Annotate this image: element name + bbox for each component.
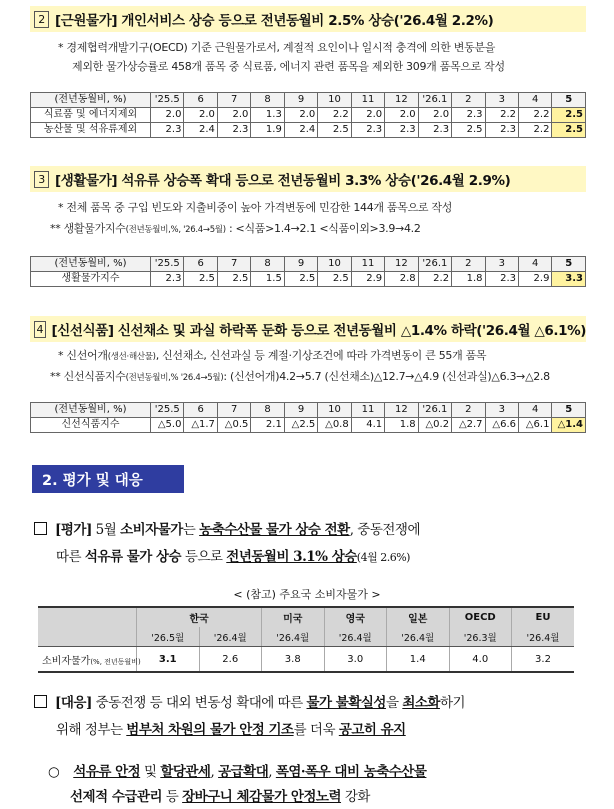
- table-header-cell: 8: [251, 257, 284, 272]
- table-header-cell: 7: [217, 257, 250, 272]
- table-cell: 2.0: [217, 108, 250, 123]
- footnote-c: , 신선채소, 신선과실 등 계절·기상조건에 따라 가격변동이 큰 55개 품목: [155, 349, 487, 362]
- country-uk: 영국: [324, 607, 387, 627]
- table-header-cell: '26.1: [418, 93, 451, 108]
- evaluation-paragraph-line1: [평가] 5월 소비자물가는 농축수산물 물가 상승 전환, 중동전쟁에: [34, 518, 420, 538]
- section-fresh-food-heading: [30, 316, 586, 342]
- value-cell: 2.6: [199, 647, 262, 673]
- footnote-values: : (신선어개)4.2→5.7 (신선채소)△12.7→△4.9 (신선과실)△6.3→△2.8: [223, 370, 550, 383]
- table-header-cell: 3: [485, 403, 518, 418]
- table-cell: 2.3: [452, 108, 485, 123]
- bullet-line1: ○ 석유류 안정 및 할당관세, 공급확대, 폭염·폭우 대비 농축수산물: [48, 764, 427, 780]
- table-header-cell: '26.1: [418, 403, 451, 418]
- table-header-cell: 10: [318, 403, 351, 418]
- table-header-cell: '25.5: [151, 403, 184, 418]
- footnote-values: : <식품>1.4→2.1 <식품이외>3.9→4.2: [225, 222, 421, 235]
- footnote-a: * 신선어개: [58, 349, 108, 362]
- table-header-cell: 2: [452, 257, 485, 272]
- table-header-cell: 3: [485, 93, 518, 108]
- table-cell: 2.5: [552, 123, 586, 138]
- value-cell: 3.1: [137, 647, 200, 673]
- table-cell: △0.2: [418, 418, 451, 433]
- value-cell: 4.0: [449, 647, 512, 673]
- table-cell: 2.8: [385, 272, 418, 287]
- living-price-table: [30, 256, 586, 287]
- footnote-unit: (전년동월비,%, '26.4→5월): [125, 225, 226, 235]
- table-cell: △2.5: [284, 418, 317, 433]
- table-cell: 2.2: [485, 108, 518, 123]
- country-korea: 한국: [137, 607, 262, 627]
- row-label: 생활물가지수: [31, 272, 151, 287]
- table-header-row: [31, 93, 586, 108]
- section-living-price-heading: [30, 166, 586, 192]
- table-cell: 2.3: [385, 123, 418, 138]
- table-header-cell: 6: [184, 403, 217, 418]
- period: '26.4월: [512, 627, 575, 647]
- value-cell: 3.0: [324, 647, 387, 673]
- table-cell: 2.5: [452, 123, 485, 138]
- period: '26.4월: [324, 627, 387, 647]
- table-cell: 2.5: [318, 123, 351, 138]
- table-cell: △0.5: [217, 418, 250, 433]
- table-cell: 2.4: [184, 123, 217, 138]
- table-header-cell: 10: [318, 93, 351, 108]
- table-cell: 2.5: [217, 272, 250, 287]
- table-cell: 2.3: [485, 272, 518, 287]
- table-cell: 2.4: [284, 123, 317, 138]
- table-cell: 1.3: [251, 108, 284, 123]
- response-paragraph-line1: [대응] 중동전쟁 등 대외 변동성 확대에 따른 물가 불확실성을 최소화하기: [34, 691, 465, 711]
- table-header-cell: 5: [552, 257, 586, 272]
- country-eu: EU: [512, 607, 575, 627]
- checkbox-square-icon: [34, 522, 47, 535]
- table-header-cell: (전년동월비, %): [31, 93, 151, 108]
- table-header-cell: 5: [552, 93, 586, 108]
- table-header-cell: 9: [284, 403, 317, 418]
- intl-cpi-table: [38, 606, 574, 673]
- row-label: 신선식품지수: [31, 418, 151, 433]
- footnote-label: ** 생활물가지수: [50, 222, 126, 235]
- value-cell: 1.4: [387, 647, 450, 673]
- bullet-circle-icon: ○: [48, 764, 60, 780]
- table-header-cell: 5: [552, 403, 586, 418]
- table-cell: 4.1: [351, 418, 384, 433]
- table-header-cell: 2: [452, 403, 485, 418]
- table-cell: △1.4: [552, 418, 586, 433]
- section-title: [신선식품] 신선채소 및 과실 하락폭 둔화 등으로 전년동월비 △1.4% 하락('26.4월 △6.1%): [51, 323, 586, 339]
- checkbox-square-icon: [34, 695, 47, 708]
- table-header-cell: 9: [284, 93, 317, 108]
- table-header-cell: (전년동월비, %): [31, 403, 151, 418]
- table-header-cell: 9: [284, 257, 317, 272]
- core-inflation-table: [30, 92, 586, 138]
- table-header-cell: 4: [518, 257, 551, 272]
- footnote: [58, 346, 486, 367]
- section-number: 3: [34, 171, 49, 188]
- table-cell: 2.3: [151, 272, 184, 287]
- section-core-inflation-heading: [30, 6, 586, 32]
- table-cell: △0.8: [318, 418, 351, 433]
- table-cell: △1.7: [184, 418, 217, 433]
- table-header-cell: 11: [351, 403, 384, 418]
- table-cell: △6.1: [518, 418, 551, 433]
- table-cell: 2.3: [151, 123, 184, 138]
- table-cell: 2.2: [518, 108, 551, 123]
- row-label-unit: (%, 전년동월비): [90, 657, 141, 666]
- table-cell: 2.0: [284, 108, 317, 123]
- table-cell: 3.3: [552, 272, 586, 287]
- table-cell: 2.0: [418, 108, 451, 123]
- table-cell: 2.3: [485, 123, 518, 138]
- table-header-cell: 4: [518, 93, 551, 108]
- table-header-cell: 4: [518, 403, 551, 418]
- table-header-cell: 2: [452, 93, 485, 108]
- table-header-cell: 6: [184, 93, 217, 108]
- evaluation-paragraph-line2: 따른 석유류 물가 상승 등으로 전년동월비 3.1% 상승(4월 2.6%): [56, 549, 410, 565]
- table-header-row: [31, 403, 586, 418]
- table-cell: △6.6: [485, 418, 518, 433]
- resp-tag: [대응]: [55, 695, 92, 711]
- row-label: [38, 647, 141, 673]
- table-cell: 2.0: [151, 108, 184, 123]
- table-cell: 2.1: [251, 418, 284, 433]
- reference-title: < (참고) 주요국 소비자물가 >: [233, 588, 381, 601]
- table-header-cell: 7: [217, 403, 250, 418]
- table-row: [31, 418, 586, 433]
- table-cell: △2.7: [452, 418, 485, 433]
- table-cell: 2.0: [385, 108, 418, 123]
- table-cell: 2.3: [351, 123, 384, 138]
- country-japan: 일본: [387, 607, 450, 627]
- table-cell: 2.3: [217, 123, 250, 138]
- footnote: * 경제협력개발기구(OECD) 기준 근원물가로서, 계절적 요인이나 일시적 충격에 의한 변동분을: [58, 41, 496, 54]
- table-cell: 2.5: [318, 272, 351, 287]
- table-cell: △5.0: [151, 418, 184, 433]
- period: '26.4월: [262, 627, 325, 647]
- eval-tag: [평가]: [55, 522, 92, 538]
- table-header-cell: 11: [351, 93, 384, 108]
- table-header-cell: 6: [184, 257, 217, 272]
- period: '26.3월: [449, 627, 512, 647]
- evaluation-section-heading: 2. 평가 및 대응: [32, 465, 184, 493]
- table-cell: 2.2: [418, 272, 451, 287]
- table-cell: 2.5: [284, 272, 317, 287]
- table-row: [31, 108, 586, 123]
- footnote-2: [50, 367, 550, 388]
- table-header-cell: 12: [385, 403, 418, 418]
- value-cell: 3.2: [512, 647, 575, 673]
- table-header-cell: 12: [385, 257, 418, 272]
- corner-cell: [38, 607, 137, 627]
- table-cell: 2.2: [518, 123, 551, 138]
- period-header-row: [38, 627, 574, 647]
- table-row: [31, 272, 586, 287]
- row-label: 식료품 및 에너지제외: [31, 108, 151, 123]
- table-cell: 2.9: [351, 272, 384, 287]
- footnote: * 전체 품목 중 구입 빈도와 지출비중이 높아 가격변동에 민감한 144개 품목으로 작성: [58, 201, 453, 214]
- table-cell: 2.9: [518, 272, 551, 287]
- footnote-label: ** 신선식품지수: [50, 370, 126, 383]
- eval-text: 따른: [56, 549, 85, 565]
- table-header-cell: 3: [485, 257, 518, 272]
- table-header-cell: '26.1: [418, 257, 451, 272]
- country-oecd: OECD: [449, 607, 512, 627]
- section-title: [생활물가] 석유류 상승폭 확대 등으로 전년동월비 3.3% 상승('26.4월 2.9%): [55, 173, 511, 189]
- response-paragraph-line2: 위해 정부는 범부처 차원의 물가 안정 기조를 더욱 공고히 유지: [56, 722, 406, 738]
- row-label-text: 소비자물가: [42, 655, 91, 667]
- country-header-row: [38, 607, 574, 627]
- table-cell: 2.5: [184, 272, 217, 287]
- table-cell: 2.5: [552, 108, 586, 123]
- table-cell: 2.0: [351, 108, 384, 123]
- footnote-unit: (전년동월비,% '26.4→5월): [125, 373, 224, 383]
- value-cell: 3.8: [262, 647, 325, 673]
- table-header-cell: '25.5: [151, 257, 184, 272]
- cpi-row: [38, 647, 574, 673]
- country-us: 미국: [262, 607, 325, 627]
- table-header-cell: '25.5: [151, 93, 184, 108]
- section-title: [근원물가] 개인서비스 상승 등으로 전년동월비 2.5% 상승('26.4월 2.2%): [55, 13, 494, 29]
- table-header-cell: 8: [251, 93, 284, 108]
- row-label: 농산물 및 석유류제외: [31, 123, 151, 138]
- section-number: 4: [34, 321, 46, 338]
- table-header-row: [31, 257, 586, 272]
- period: '26.4월: [387, 627, 450, 647]
- fresh-food-table: [30, 402, 586, 433]
- table-header-cell: 12: [385, 93, 418, 108]
- footnote-b: (생선·해산물): [107, 352, 156, 362]
- table-cell: 1.8: [452, 272, 485, 287]
- table-header-cell: (전년동월비, %): [31, 257, 151, 272]
- section-number: 2: [34, 11, 49, 28]
- table-cell: 1.5: [251, 272, 284, 287]
- bullet-line2: 선제적 수급관리 등 장바구니 체감물가 안정노력 강화: [70, 789, 370, 805]
- corner-cell: [38, 627, 137, 647]
- footnote-cont: 제외한 물가상승률로 458개 품목 중 식료품, 에너지 관련 품목을 제외한 309개 품목으로 작성: [72, 60, 505, 73]
- table-row: [31, 123, 586, 138]
- table-cell: 1.9: [251, 123, 284, 138]
- table-cell: 1.8: [385, 418, 418, 433]
- footnote-2: [50, 219, 421, 240]
- table-cell: 2.2: [318, 108, 351, 123]
- table-header-cell: 10: [318, 257, 351, 272]
- table-header-cell: 11: [351, 257, 384, 272]
- period: '26.5월: [137, 627, 200, 647]
- table-header-cell: 8: [251, 403, 284, 418]
- table-header-cell: 7: [217, 93, 250, 108]
- period: '26.4월: [199, 627, 262, 647]
- table-cell: 2.0: [184, 108, 217, 123]
- table-cell: 2.3: [418, 123, 451, 138]
